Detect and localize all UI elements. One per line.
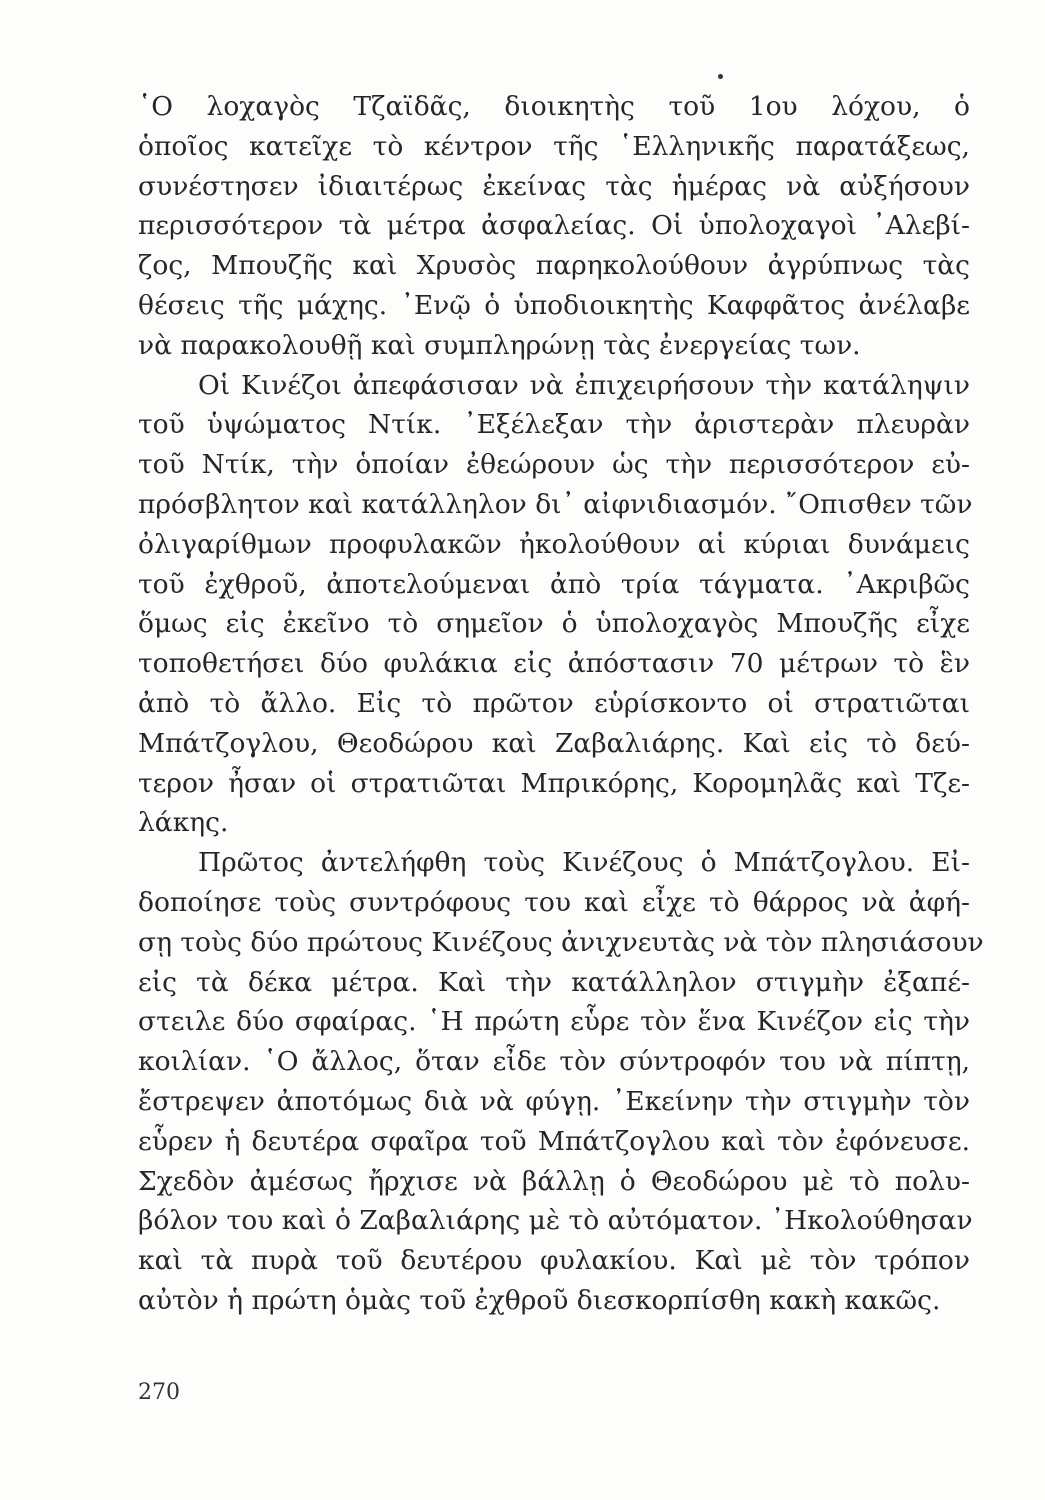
text-line: νὰ παρακολουθῇ καὶ συμπληρώνῃ τὰς ἐνεργείας των. (138, 329, 861, 361)
text-line: τερον ἦσαν οἱ στρατιῶται Μπρικόρης, Κορομηλᾶς καὶ Τζε- (138, 767, 970, 799)
text-line: τοποθετήσει δύο φυλάκια εἰς ἀπόστασιν 70 μέτρων τὸ ἓν (138, 648, 970, 680)
text-line: Σχεδὸν ἀμέσως ἤρχισε νὰ βάλλῃ ὁ Θεοδώρου μὲ τὸ πολυ- (138, 1165, 970, 1197)
text-line: τοῦ Ντίκ, τὴν ὁποίαν ἐθεώρουν ὡς τὴν περισσότερον εὐ- (138, 449, 970, 481)
text-line: αὐτὸν ἡ πρώτη ὁμὰς τοῦ ἐχθροῦ διεσκορπίσθη κακὴ κακῶς. (138, 1284, 941, 1316)
text-line: ῾Ο λοχαγὸς Τζαϊδᾶς, διοικητὴς τοῦ 1ου λόχου, ὁ (138, 91, 970, 122)
text-line: θέσεις τῆς μάχης. ᾿Ενῷ ὁ ὑποδιοικητὴς Καφφᾶτος ἀνέλαβε (138, 289, 970, 321)
text-line: πρόσβλητον καὶ κατάλληλον δι᾿ αἰφνιδιασμόν. ῎Οπισθεν τῶν (138, 488, 973, 520)
text-line: Μπάτζογλου, Θεοδώρου καὶ Ζαβαλιάρης. Καὶ εἰς τὸ δεύ- (138, 727, 970, 759)
ink-speck (718, 74, 723, 79)
text-line: Πρῶτος ἀντελήφθη τοὺς Κινέζους ὁ Μπάτζογλου. Εἰ- (198, 847, 970, 879)
text-line: περισσότερον τὰ μέτρα ἀσφαλείας. Οἱ ὑπολοχαγοὶ ᾿Αλεβί- (138, 210, 970, 242)
text-line: ζος, Μπουζῆς καὶ Χρυσὸς παρηκολούθουν ἀγρύπνως τὰς (138, 250, 970, 282)
text-line: ἔστρεψεν ἀποτόμως διὰ νὰ φύγῃ. ᾿Εκείνην τὴν στιγμὴν τὸν (138, 1085, 970, 1117)
text-line: κοιλίαν. ῾Ο ἄλλος, ὅταν εἶδε τὸν σύντροφόν του νὰ πίπτῃ, (138, 1046, 970, 1078)
text-line: ἀπὸ τὸ ἄλλο. Εἰς τὸ πρῶτον εὑρίσκοντο οἱ στρατιῶται (138, 687, 970, 719)
text-line: εὗρεν ἡ δευτέρα σφαῖρα τοῦ Μπάτζογλου καὶ τὸν ἐφόνευσε. (138, 1125, 970, 1157)
text-line: στειλε δύο σφαίρας. ῾Η πρώτη εὗρε τὸν ἕνα Κινέζον εἰς τὴν (138, 1006, 970, 1038)
text-line: σῃ τοὺς δύο πρώτους Κινέζους ἀνιχνευτὰς νὰ τὸν πλησιάσουν (138, 926, 984, 958)
text-line: ὅμως εἰς ἐκεῖνο τὸ σημεῖον ὁ ὑπολοχαγὸς Μπουζῆς εἶχε (138, 608, 970, 640)
text-line: τοῦ ὑψώματος Ντίκ. ᾿Εξέλεξαν τὴν ἀριστερὰν πλευρὰν (138, 409, 970, 441)
text-line: Οἱ Κινέζοι ἀπεφάσισαν νὰ ἐπιχειρήσουν τὴν κατάληψιν (198, 369, 970, 401)
text-line: λάκης. (138, 807, 229, 839)
text-line: βόλον του καὶ ὁ Ζαβαλιάρης μὲ τὸ αὐτόματον. ᾿Ηκολούθησαν (138, 1205, 973, 1237)
text-line: καὶ τὰ πυρὰ τοῦ δευτέρου φυλακίου. Καὶ μὲ τὸν τρόπον (138, 1245, 970, 1277)
text-line: συνέστησεν ἰδιαιτέρως ἐκείνας τὰς ἡμέρας νὰ αὐξήσουν (138, 170, 970, 202)
text-line: τοῦ ἐχθροῦ, ἀποτελούμεναι ἀπὸ τρία τάγματα. ᾿Ακριβῶς (138, 568, 970, 600)
body-text (138, 87, 984, 1321)
text-line: ὁποῖος κατεῖχε τὸ κέντρον τῆς ῾Ελληνικῆς παρατάξεως, (138, 130, 970, 162)
text-line: δοποίησε τοὺς συντρόφους του καὶ εἶχε τὸ θάρρος νὰ ἀφή- (138, 886, 970, 918)
page-number: 270 (138, 1380, 180, 1405)
text-line: εἰς τὰ δέκα μέτρα. Καὶ τὴν κατάλληλον στιγμὴν ἐξαπέ- (138, 966, 970, 998)
text-line: ὀλιγαρίθμων προφυλακῶν ἠκολούθουν αἱ κύριαι δυνάμεις (138, 528, 970, 560)
